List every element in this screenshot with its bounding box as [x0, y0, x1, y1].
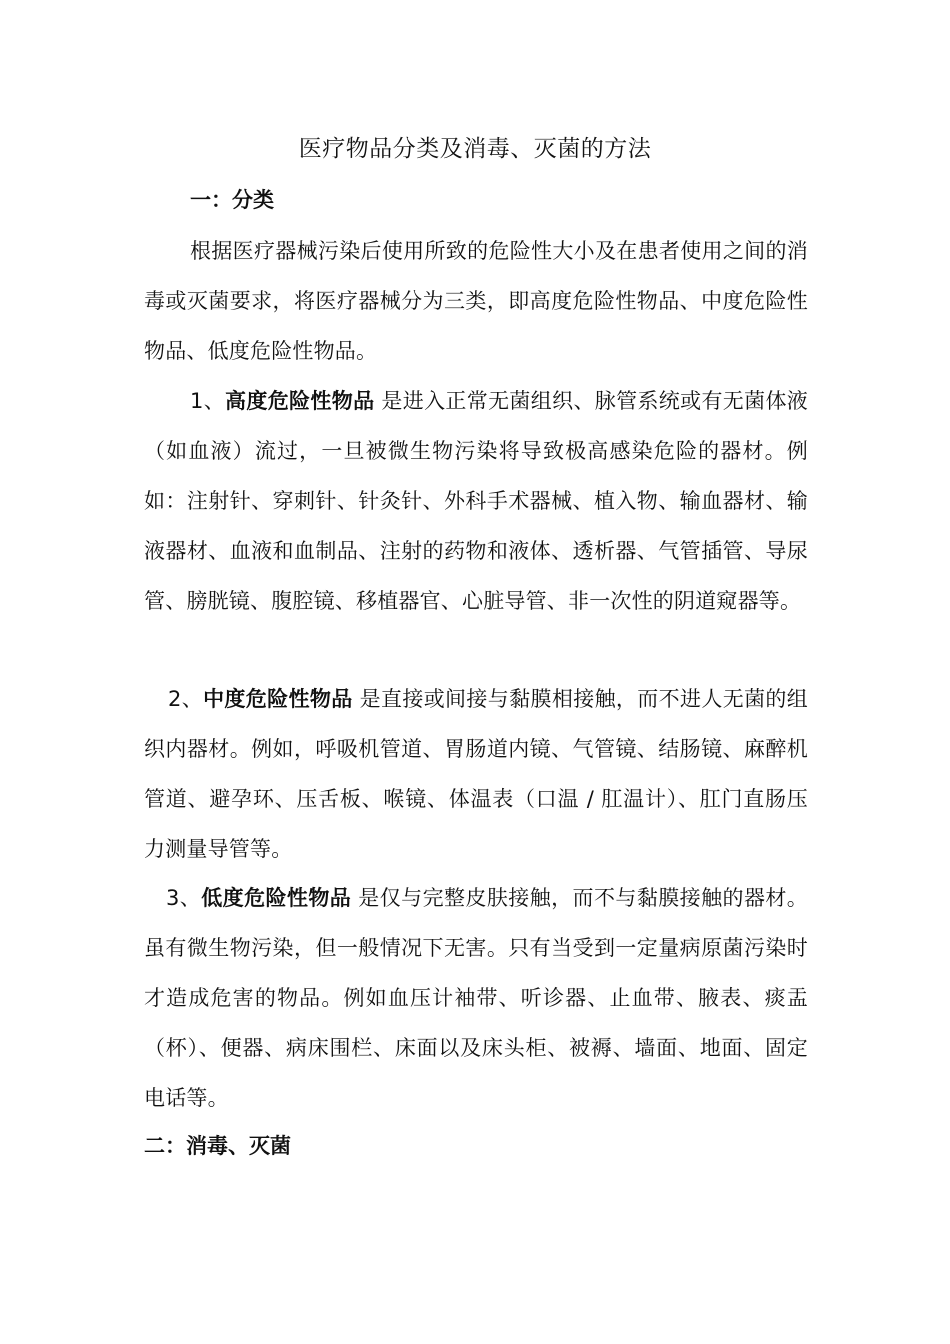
item-medium-risk — [144, 674, 808, 874]
section-heading-disinfection: 二：消毒、灭菌 — [144, 1134, 291, 1158]
section-heading-classification: 一：分类 — [190, 188, 274, 212]
document-title: 医疗物品分类及消毒、灭菌的方法 — [298, 136, 652, 162]
item-description: 是仅与完整皮肤接触，而不与黏膜接触的器材。虽有微生物污染，但一般情况下无害。只有当受到一定量病原菌污染时才造成危害的物品。例如血压计袖带、听诊器、止血带、腋表、痰盂（杯）、便器、病床围栏、床面以及床头柜、被褥、墙面、地面、固定电话等。 — [144, 886, 809, 1110]
item-description: 是进入正常无菌组织、脉管系统或有无菌体液（如血液）流过，一旦被微生物污染将导致极高感染危险的器材。例如：注射针、穿刺针、针灸针、外科手术器械、植入物、输血器材、输液器材、血液和血制品、注射的药物和液体、透析器、气管插管、导尿管、膀胱镜、腹腔镜、移植器官、心脏导管、非一次性的阴道窥器等。 — [144, 389, 809, 613]
item-description: 是直接或间接与黏膜相接触，而不进人无菌的组织内器材。例如，呼吸机管道、胃肠道内镜、气管镜、结肠镜、麻醉机管道、避孕环、压舌板、喉镜、体温表（口温 / 肛温计）、肛门直肠压力测量导管等。 — [144, 687, 808, 861]
intro-paragraph: 根据医疗器械污染后使用所致的危险性大小及在患者使用之间的消毒或灭菌要求，将医疗器械分为三类，即高度危险性物品、中度危险性物品、低度危险性物品。 — [144, 239, 808, 363]
item-low-risk — [144, 873, 808, 1123]
item-term: 低度危险性物品 — [201, 886, 352, 910]
item-term: 中度危险性物品 — [203, 687, 353, 711]
item-high-risk — [144, 376, 808, 626]
item-term: 高度危险性物品 — [225, 389, 375, 413]
item-number: 1、 — [190, 389, 226, 413]
item-number: 3、 — [166, 886, 202, 910]
item-number: 2、 — [168, 687, 204, 711]
